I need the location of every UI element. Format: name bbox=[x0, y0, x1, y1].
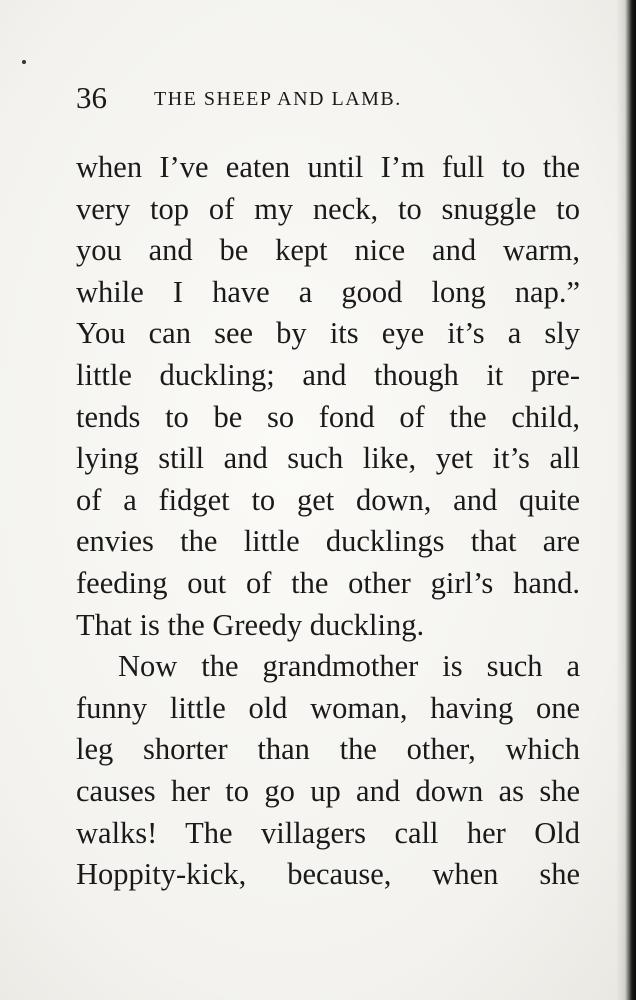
text-line: funny little old woman, having one bbox=[76, 690, 580, 725]
text-line: envies the little ducklings that are bbox=[76, 524, 580, 559]
paragraph-end-line: That is the Greedy duckling. bbox=[76, 607, 425, 642]
page-number: 36 bbox=[76, 80, 107, 115]
text-line: of a fidget to get down, and quite bbox=[76, 482, 580, 517]
text-line: tends to be so fond of the child, bbox=[76, 399, 580, 434]
text-line: causes her to go up and down as she bbox=[76, 773, 580, 808]
text-line: little duckling; and though it pre- bbox=[76, 357, 580, 392]
text-line: You can see by its eye it’s a sly bbox=[76, 316, 580, 351]
running-title: THE SHEEP AND LAMB. bbox=[154, 88, 402, 110]
text-line: feeding out of the other girl’s hand. bbox=[76, 565, 580, 600]
page-header bbox=[76, 78, 556, 118]
text-line: you and be kept nice and warm, bbox=[76, 233, 580, 268]
text-line: while I have a good long nap.” bbox=[76, 274, 580, 309]
body-text bbox=[76, 147, 580, 896]
ink-speck bbox=[22, 60, 26, 64]
text-line: Hoppity-kick, because, when she bbox=[76, 857, 580, 892]
text-line: lying still and such like, yet it’s all bbox=[76, 441, 580, 476]
page-edge-shadow bbox=[616, 0, 636, 1000]
text-line: very top of my neck, to snuggle to bbox=[76, 191, 580, 226]
paragraph-start-line: Now the grandmother is such a bbox=[118, 649, 580, 684]
text-line: walks! The villagers call her Old bbox=[76, 815, 580, 850]
text-line: leg shorter than the other, which bbox=[76, 732, 580, 767]
text-line: when I’ve eaten until I’m full to the bbox=[76, 150, 580, 184]
